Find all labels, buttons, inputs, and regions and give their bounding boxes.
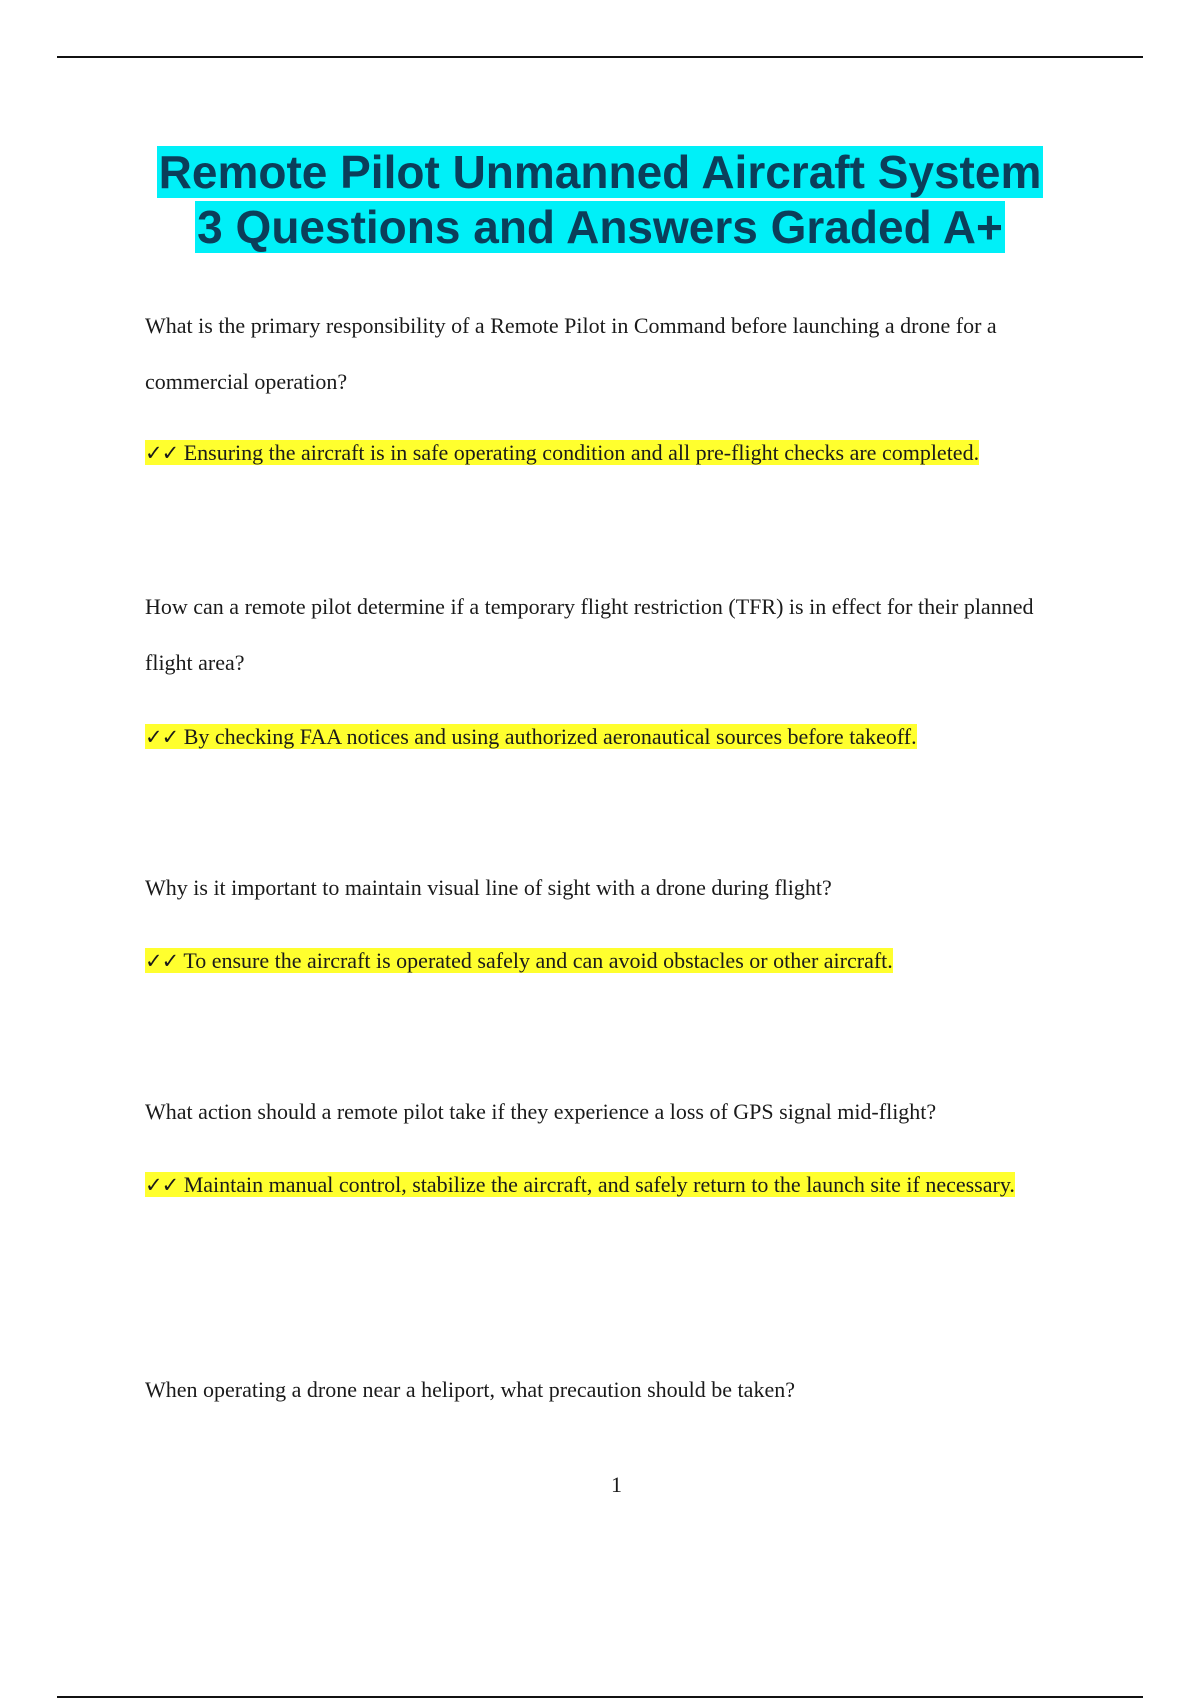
qa-item [145,1362,1085,1418]
document-title [57,145,1143,255]
answer-text [145,1154,1085,1216]
answer-text [145,706,1085,768]
check-mark-icon: ✓✓ [145,949,179,973]
answer-label: Ensuring the aircraft is in safe operating condition and all pre-flight checks are completed. [183,440,980,465]
qa-item [145,1084,1085,1216]
answer-label: Maintain manual control, stabilize the aircraft, and safely return to the launch site if necessary. [183,1172,1015,1197]
answer-text [145,422,1085,484]
question-text: Why is it important to maintain visual line of sight with a drone during flight? [145,875,832,900]
question-text: When operating a drone near a heliport, what precaution should be taken? [145,1377,795,1402]
qa-item [145,860,1085,992]
page-number: 1 [611,1472,622,1497]
check-mark-icon: ✓✓ [145,441,179,465]
question-text: What action should a remote pilot take if they experience a loss of GPS signal mid-flight? [145,1099,937,1124]
answer-label: By checking FAA notices and using authorized aeronautical sources before takeoff. [183,724,917,749]
top-rule [57,56,1143,58]
qa-item [145,298,1085,484]
title-line-1: Remote Pilot Unmanned Aircraft System [158,146,1042,198]
title-line-2: 3 Questions and Answers Graded A+ [197,201,1003,253]
bottom-rule [57,1696,1143,1698]
answer-label: To ensure the aircraft is operated safely and can avoid obstacles or other aircraft. [183,948,893,973]
qa-item [145,579,1085,768]
question-text: What is the primary responsibility of a Remote Pilot in Command before launching a drone for a commercial operation? [145,313,997,394]
check-mark-icon: ✓✓ [145,1173,179,1197]
question-text: How can a remote pilot determine if a temporary flight restriction (TFR) is in effect for their planned flight area? [145,594,1034,675]
check-mark-icon: ✓✓ [145,725,179,749]
answer-text [145,930,1085,992]
